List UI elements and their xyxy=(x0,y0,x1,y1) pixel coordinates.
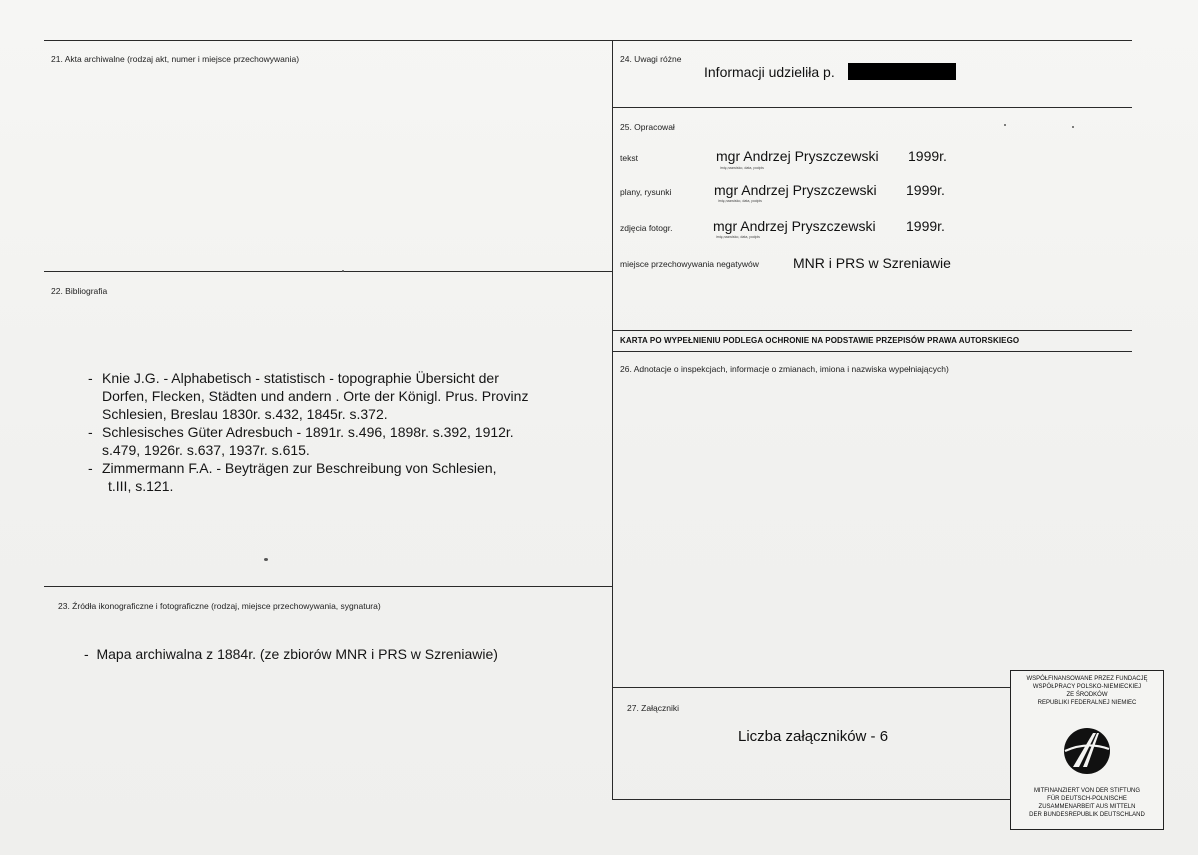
stamp-line: MITFINANZIERT VON DER STIFTUNG xyxy=(1033,788,1141,794)
author-row-hint-photos: imię,nazwisko, data, podpis xyxy=(716,235,760,239)
bibliography-line: Schlesisches Güter Adresbuch - 1891r. s.496, 1898r. s.392, 1912r. xyxy=(102,424,514,440)
divider-24-25 xyxy=(612,107,1132,108)
author-row-year-plans: 1999r. xyxy=(906,182,945,198)
bibliography-list xyxy=(88,369,528,495)
section-22-label: 22. Bibliografia xyxy=(51,286,108,296)
section-23-label: 23. Źródła ikonograficzne i fotograficzne (rodzaj, miejsce przechowywania, sygnatura) xyxy=(58,601,381,611)
list-dash: - xyxy=(84,646,89,662)
author-row-year-text: 1999r. xyxy=(908,148,947,164)
bibliography-line: s.479, 1926r. s.637, 1937r. s.615. xyxy=(102,442,310,458)
section-24-label: 24. Uwagi różne xyxy=(620,54,682,64)
scan-speck xyxy=(342,270,344,272)
section-25-label: 25. Opracował xyxy=(620,122,675,132)
iconographic-source-item xyxy=(84,646,498,662)
divider-note-26 xyxy=(612,351,1132,352)
author-row-value-photos: mgr Andrzej Pryszczewski xyxy=(713,218,876,234)
informant-text: Informacji udzieliła p. xyxy=(704,64,835,80)
author-row-hint-plans: imię,nazwisko, data, podpis xyxy=(718,199,762,203)
bibliography-line: t.III, s.121. xyxy=(108,478,174,494)
author-row-value-plans: mgr Andrzej Pryszczewski xyxy=(714,182,877,198)
list-dash: - xyxy=(88,460,93,476)
bibliography-line: Schlesien, Breslau 1830r. s.432, 1845r. s.372. xyxy=(102,406,388,422)
list-dash: - xyxy=(88,424,93,440)
stamp-line: WSPÓŁPRACY POLSKO-NIEMIECKIEJ xyxy=(1032,684,1142,690)
section-21-label: 21. Akta archiwalne (rodzaj akt, numer i miejsce przechowywania) xyxy=(51,54,300,64)
form-bottom-border xyxy=(612,799,1012,800)
iconographic-source-text: Mapa archiwalna z 1884r. (ze zbiorów MNR i PRS w Szreniawie) xyxy=(96,646,498,662)
section-27-label: 27. Załączniki xyxy=(627,703,679,713)
divider-25-note xyxy=(612,330,1132,331)
stamp-line: ZUSAMMENARBEIT AUS MITTELN xyxy=(1038,804,1136,810)
author-row-hint-text: imię,nazwisko, data, podpis xyxy=(720,166,764,170)
list-dash: - xyxy=(88,370,93,386)
form-center-divider xyxy=(612,40,613,800)
bibliography-item xyxy=(88,459,528,495)
stamp-line: DER BUNDESREPUBLIK DEUTSCHLAND xyxy=(1029,812,1145,818)
bibliography-line: Dorfen, Flecken, Städten und andern . Orte der Königl. Prus. Provinz xyxy=(102,388,529,404)
redaction-bar xyxy=(848,63,956,80)
attachments-count-text: Liczba załączników - 6 xyxy=(738,728,889,745)
divider-22-23 xyxy=(44,586,613,587)
author-row-year-photos: 1999r. xyxy=(906,218,945,234)
scan-speck xyxy=(1004,124,1006,126)
divider-21-22 xyxy=(44,271,613,272)
author-row-key-plans: plany, rysunki xyxy=(620,187,672,197)
bibliography-item xyxy=(88,423,528,459)
scan-speck xyxy=(1072,126,1074,128)
bibliography-item xyxy=(88,369,528,423)
divider-26-27 xyxy=(612,687,1012,688)
bibliography-line: Knie J.G. - Alphabetisch - statistisch - topographie Übersicht der xyxy=(102,370,499,386)
road-circle-logo-icon xyxy=(1063,727,1111,775)
stamp-line: REPUBLIKI FEDERALNEJ NIEMIEC xyxy=(1037,700,1137,706)
bibliography-line: Zimmermann F.A. - Beyträgen zur Beschreibung von Schlesien, xyxy=(102,460,497,476)
author-row-value-text: mgr Andrzej Pryszczewski xyxy=(716,148,879,164)
stamp-line: ZE ŚRODKÓW xyxy=(1066,692,1108,698)
foundation-stamp xyxy=(1010,670,1164,830)
stamp-line: WSPÓŁFINANSOWANE PRZEZ FUNDACJĘ xyxy=(1026,676,1148,682)
section-26-label: 26. Adnotacje o inspekcjach, informacje o zmianach, imiona i nazwiska wypełniających) xyxy=(620,364,949,374)
copyright-note: KARTA PO WYPEŁNIENIU PODLEGA OCHRONIE NA PODSTAWIE PRZEPISÓW PRAWA AUTORSKIEGO xyxy=(620,336,1020,345)
negatives-value: MNR i PRS w Szreniawie xyxy=(793,255,951,271)
negatives-label: miejsce przechowywania negatywów xyxy=(620,259,759,269)
scan-speck xyxy=(264,558,268,561)
stamp-line: FÜR DEUTSCH-POLNISCHE xyxy=(1047,796,1127,802)
author-row-key-text: tekst xyxy=(620,153,638,163)
form-top-border xyxy=(44,40,1132,41)
author-row-key-photos: zdjęcia fotogr. xyxy=(620,223,673,233)
